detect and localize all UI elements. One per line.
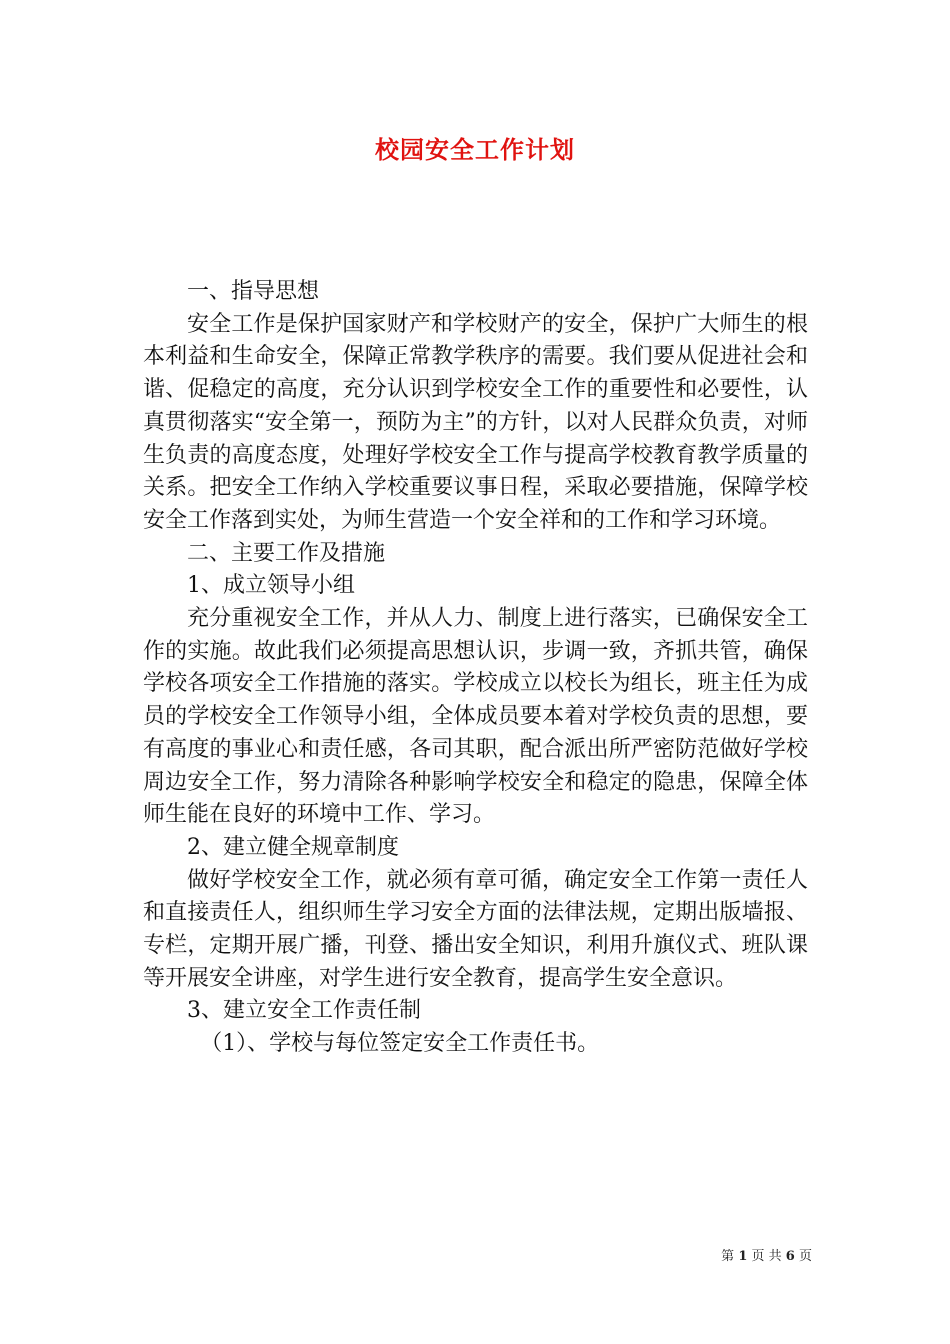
subheading-responsibility-system: 3、建立安全工作责任制 [187,998,421,1024]
subheading-leadership-group: 1、成立领导小组 [187,573,355,599]
paragraph-leadership-group: 充分重视安全工作，并从人力、制度上进行落实，已确保安全工作的实施。故此我们必须提高思想认识，步调一致，齐抓共管，确保学校各项安全工作措施的落实。学校成立以校长为组长，班主任为成员的学校安全工作领导小组，全体成员要本着对学校负责的思想，要有高度的事业心和责任感，各司其职，配合派出所严密防范做好学校周边安全工作，努力清除各种影响学校安全和稳定的隐患，保障全体师生能在良好的环境中工作、学习。 [143,606,808,828]
subheading-rules-system: 2、建立健全规章制度 [187,834,399,860]
footer-current-page: 1 [738,1249,748,1264]
page-number-footer [721,1248,812,1266]
footer-middle: 页 共 [751,1249,782,1264]
paragraph-guiding-ideology: 安全工作是保护国家财产和学校财产的安全，保护广大师生的根本利益和生命安全，保障正常教学秩序的需要。我们要从促进社会和谐、促稳定的高度，充分认识到学校安全工作的重要性和必要性，认真贯彻落实“安全第一，预防为主”的方针，以对人民群众负责，对师生负责的高度态度，处理好学校安全工作与提高学校教育教学质量的关系。把安全工作纳入学校重要议事日程，采取必要措施，保障学校安全工作落到实处，为师生营造一个安全祥和的工作和学习环境。 [143,311,808,533]
footer-suffix: 页 [798,1249,812,1264]
footer-total-pages: 6 [785,1249,795,1264]
document-body [143,276,808,1061]
heading-main-work: 二、主要工作及措施 [187,540,386,566]
heading-guiding-ideology: 一、指导思想 [187,279,320,304]
footer-prefix: 第 [721,1249,735,1264]
document-title: 校园安全工作计划 [375,135,575,164]
list-item-responsibility-letter: （1）、学校与每位签定安全工作责任书。 [200,1031,600,1057]
paragraph-rules-system: 做好学校安全工作，就必须有章可循，确定安全工作第一责任人和直接责任人，组织师生学习安全方面的法律法规，定期出版墙报、专栏，定期开展广播，刊登、播出安全知识，利用升旗仪式、班队课等开展安全讲座，对学生进行安全教育，提高学生安全意识。 [143,867,808,991]
